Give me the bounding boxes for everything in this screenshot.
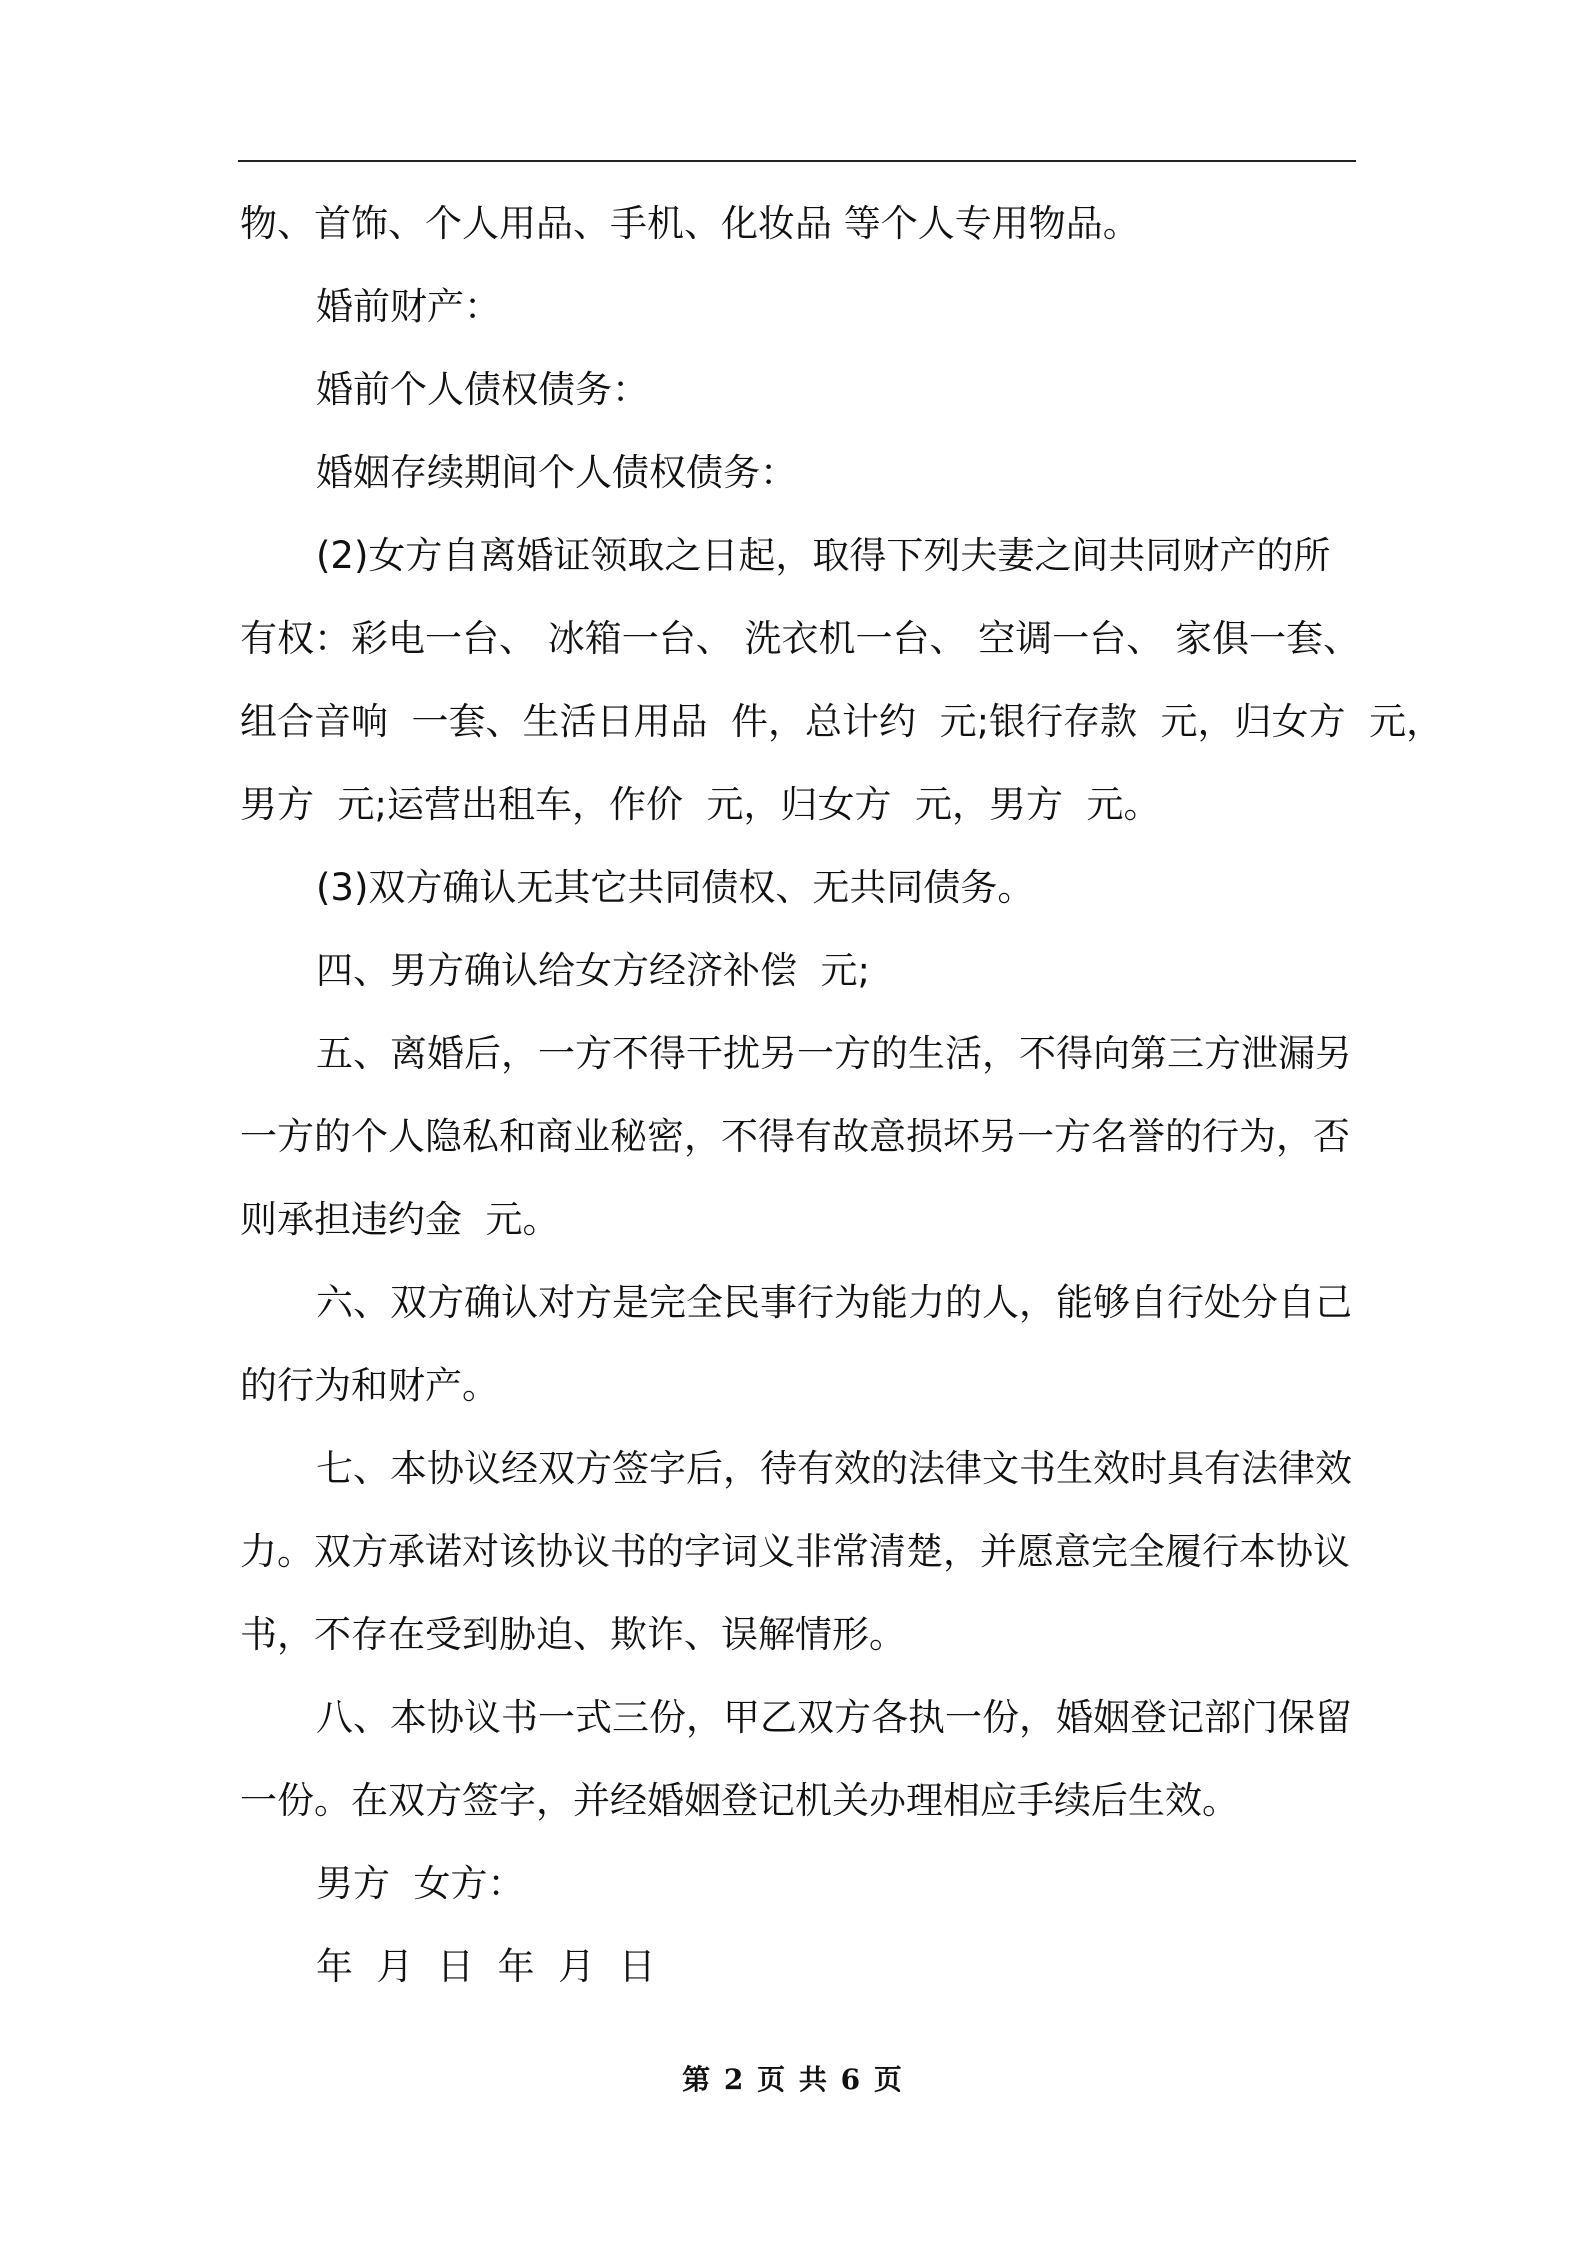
text-line: 书，不存在受到胁迫、欺诈、误解情形。 bbox=[240, 1613, 906, 1656]
text-line: 六、双方确认对方是完全民事行为能力的人，能够自行处分自己 bbox=[316, 1281, 1352, 1324]
text-line: 男方 元;运营出租车，作价 元，归女方 元，男方 元。 bbox=[240, 783, 1161, 826]
text-line: 有权：彩电一台、 冰箱一台、 洗衣机一台、 空调一台、 家俱一套、 bbox=[240, 617, 1361, 660]
document-body bbox=[240, 182, 1444, 2008]
text-line: 五、离婚后，一方不得干扰另一方的生活，不得向第三方泄漏另 bbox=[316, 1032, 1352, 1075]
date-line: 年 月 日 年 月 日 bbox=[316, 1945, 656, 1988]
text-line: 组合音响 一套、生活日用品 件，总计约 元;银行存款 元，归女方 元， bbox=[240, 700, 1444, 743]
text-line: 婚前财产： bbox=[316, 285, 501, 328]
signature-line: 男方 女方： bbox=[316, 1862, 525, 1905]
text-line: (3)双方确认无其它共同债权、无共同债务。 bbox=[316, 866, 1035, 909]
page-number: 第 2 页 共 6 页 bbox=[682, 2063, 904, 2096]
text-line: 婚前个人债权债务： bbox=[316, 368, 649, 411]
text-line: 七、本协议经双方签字后，待有效的法律文书生效时具有法律效 bbox=[316, 1447, 1352, 1490]
text-line: 力。双方承诺对该协议书的字词义非常清楚，并愿意完全履行本协议 bbox=[240, 1530, 1350, 1573]
text-line: 物、首饰、个人用品、手机、化妆品 等个人专用物品。 bbox=[240, 202, 1140, 245]
text-line: 一份。在双方签字，并经婚姻登记机关办理相应手续后生效。 bbox=[240, 1779, 1239, 1822]
text-line: 则承担违约金 元。 bbox=[240, 1198, 560, 1241]
text-line: 八、本协议书一式三份，甲乙双方各执一份，婚姻登记部门保留 bbox=[316, 1696, 1352, 1739]
text-line: 一方的个人隐私和商业秘密，不得有故意损坏另一方名誉的行为，否 bbox=[240, 1115, 1350, 1158]
text-line: 四、男方确认给女方经济补偿 元; bbox=[316, 949, 870, 992]
text-line: 的行为和财产。 bbox=[240, 1364, 499, 1407]
text-line: 婚姻存续期间个人债权债务： bbox=[316, 451, 797, 494]
header-rule bbox=[238, 160, 1356, 162]
text-line: (2)女方自离婚证领取之日起，取得下列夫妻之间共同财产的所 bbox=[316, 534, 1331, 577]
